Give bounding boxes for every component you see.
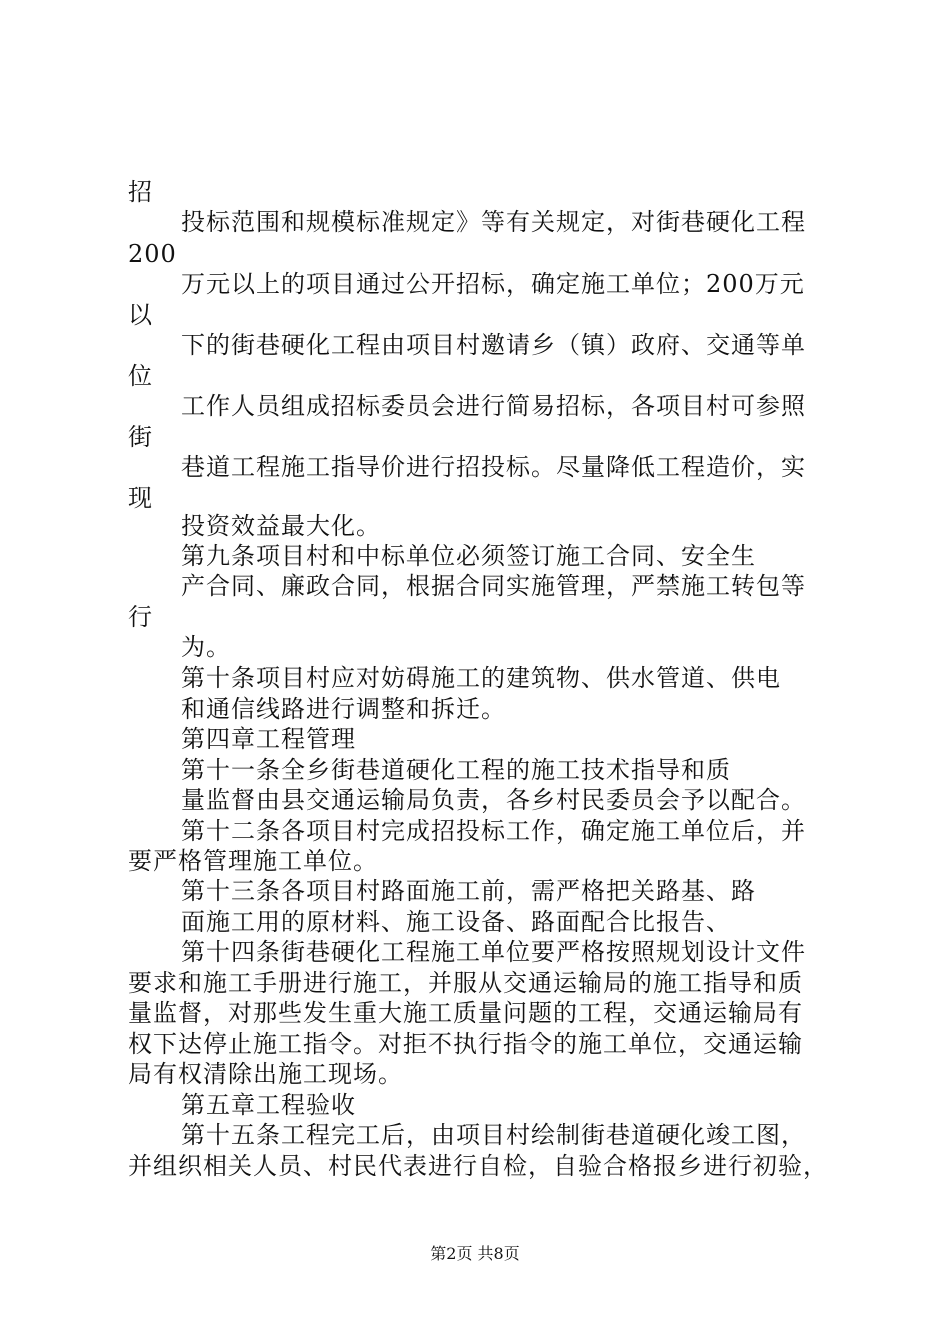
text-line: 面施工用的原材料、施工设备、路面配合比报告、: [181, 908, 731, 936]
text-line: 工作人员组成招标委员会进行简易招标，各项目村可参照: [181, 392, 806, 420]
text-line: 量监督由县交通运输局负责，各乡村民委员会予以配合。: [181, 786, 806, 814]
text-line: 和通信线路进行调整和拆迁。: [181, 695, 506, 723]
text-line: 以: [128, 301, 153, 329]
text-line: 第十条项目村应对妨碍施工的建筑物、供水管道、供电: [181, 664, 781, 692]
text-line: 为。: [181, 633, 231, 661]
text-line: 并组织相关人员、村民代表进行自检，自验合格报乡进行初验，: [128, 1152, 828, 1180]
page-number: 第2页 共8页: [430, 1244, 520, 1263]
text-line: 第十二条各项目村完成招投标工作，确定施工单位后，并: [181, 817, 806, 845]
text-line: 权下达停止施工指令。对拒不执行指令的施工单位，交通运输: [128, 1030, 803, 1058]
text-line: 现: [128, 484, 153, 512]
text-line: 要严格管理施工单位。: [128, 847, 378, 875]
text-line: 第九条项目村和中标单位必须签订施工合同、安全生: [181, 542, 756, 570]
text-line: 第十一条全乡街巷道硬化工程的施工技术指导和质: [181, 756, 731, 784]
text-line: 招: [128, 178, 153, 206]
text-line: 局有权清除出施工现场。: [128, 1060, 403, 1088]
text-line: 位: [128, 362, 153, 390]
text-line: 200: [128, 240, 177, 268]
text-line: 第十四条街巷硬化工程施工单位要严格按照规划设计文件: [181, 938, 806, 966]
text-line: 行: [128, 603, 153, 631]
text-line: 投标范围和规模标准规定》等有关规定，对街巷硬化工程: [181, 208, 806, 236]
section-heading: 第四章工程管理: [181, 725, 356, 753]
text-line: 万元以上的项目通过公开招标，确定施工单位；200万元: [181, 270, 805, 298]
text-line: 巷道工程施工指导价进行招投标。尽量降低工程造价，实: [181, 453, 806, 481]
text-line: 第十五条工程完工后，由项目村绘制街巷道硬化竣工图，: [181, 1121, 806, 1149]
text-line: 要求和施工手册进行施工，并服从交通运输局的施工指导和质: [128, 969, 803, 997]
section-heading: 第五章工程验收: [181, 1091, 356, 1119]
text-line: 街: [128, 423, 153, 451]
text-line: 第十三条各项目村路面施工前，需严格把关路基、路: [181, 877, 756, 905]
text-line: 下的街巷硬化工程由项目村邀请乡（镇）政府、交通等单: [181, 331, 806, 359]
text-line: 产合同、廉政合同，根据合同实施管理，严禁施工转包等: [181, 572, 806, 600]
text-line: 投资效益最大化。: [181, 512, 381, 540]
text-line: 量监督，对那些发生重大施工质量问题的工程，交通运输局有: [128, 999, 803, 1027]
